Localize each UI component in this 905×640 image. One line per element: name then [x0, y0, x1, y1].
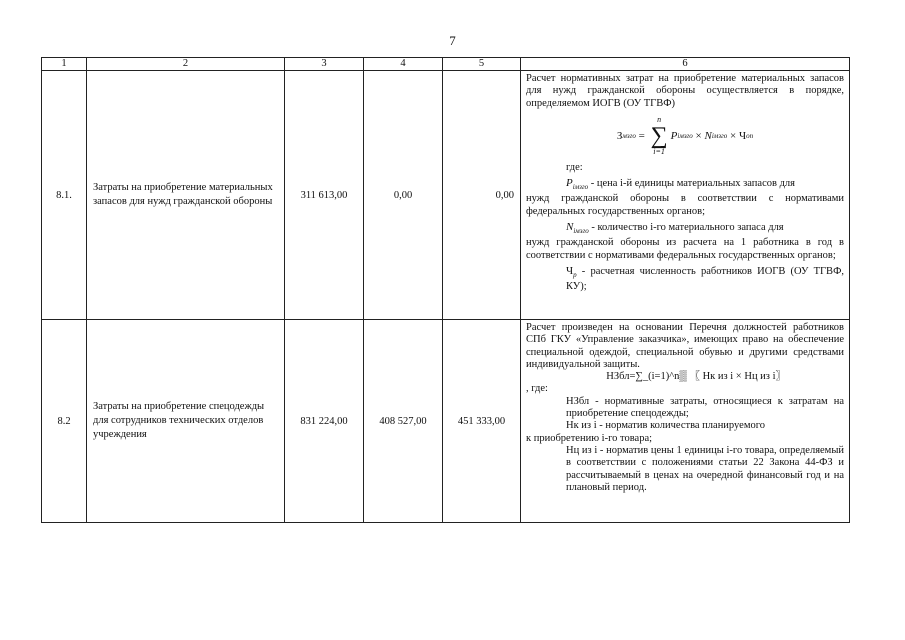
symbol-ch: Ч [566, 264, 574, 277]
row-col5-value: 451 333,00 [443, 320, 521, 523]
definition-p-text: - цена i-й единицы материальных запасов для [588, 178, 795, 190]
sum-symbol: ∑ [650, 122, 668, 149]
where-label: где: [566, 161, 583, 173]
table-header-row [42, 58, 850, 71]
formula-p-sub: iмзго [677, 131, 693, 140]
definition-p-cont: нужд гражданской обороны в соответствии с нормативами федеральных государственных органов; [526, 193, 844, 217]
formula-ch: Ч [738, 129, 747, 142]
description-intro: Расчет произведен на основании Перечня должностей работников СПб ГКУ «Управление заказчика», имеющих право на обеспечение специальной одеждой, специальной обувью и другими средствами индивидуальной защиты. [526, 322, 844, 370]
row-description [521, 320, 850, 523]
definition-n-cont: нужд гражданской обороны из расчета на 1 работника в год в соответствии с нормативами федеральных государственных органов; [526, 237, 844, 261]
definition-nc: Нц из i - норматив цены 1 единицы i-го товара, определяемый в соответствии с положениями статьи 22 Закона 44-ФЗ и рассчитываемый в ценах на очередной финансовый год и на плановый период. [566, 444, 844, 493]
definition-ch [526, 265, 844, 294]
table-row [42, 320, 850, 523]
sum-bottom: i=1 [653, 146, 665, 156]
row-col4-value: 408 527,00 [364, 320, 443, 523]
header-cell: 6 [521, 58, 850, 71]
sum-top: n [657, 114, 662, 124]
where-label: , где: [526, 383, 548, 395]
cost-table [41, 57, 850, 523]
formula-times: × [692, 129, 705, 142]
formula-ch-sub: оп [746, 131, 754, 140]
formula-n-sub: iмзго [711, 131, 728, 140]
definition-nk-cont: к приобретению i-го товара; [526, 432, 653, 444]
sum-sign [651, 115, 668, 157]
row-col5-value: 0,00 [443, 71, 521, 320]
definition-ch-text: - расчетная численность работников ИОГВ (ОУ ТГВФ, КУ); [566, 265, 844, 293]
page-number: 7 [449, 33, 456, 48]
symbol-n: N [566, 221, 574, 234]
formula-lhs-sub: мзго [622, 131, 636, 140]
definition-nzbl: НЗбл - нормативные затраты, относящиеся к затратам на приобретение спецодежды; [566, 395, 844, 420]
formula-eq: = [635, 129, 648, 142]
header-cell: 1 [42, 58, 87, 71]
symbol-p-sub: iмзго [572, 183, 589, 192]
formula-times: × [727, 129, 739, 142]
row-col4-value: 0,00 [364, 71, 443, 320]
row-number: 8.2 [42, 320, 87, 523]
symbol-p: P [566, 177, 573, 190]
formula-p: P [670, 129, 678, 142]
description-intro: Расчет нормативных затрат на приобретение материальных запасов для нужд гражданской обороны осуществляется в порядке, определяемом ИОГВ (ОУ ТГВФ) [526, 73, 844, 109]
definition-n-text: - количество i-го материального запаса для [588, 222, 784, 234]
definition-n [526, 221, 844, 237]
definition-p [526, 177, 844, 193]
formula-n: N [704, 129, 712, 142]
row-col3-value: 311 613,00 [285, 71, 364, 320]
formula-lhs: З [616, 129, 623, 142]
formula [526, 116, 844, 156]
header-cell: 2 [87, 58, 285, 71]
row-name: Затраты на приобретение материальных запасов для нужд гражданской обороны [87, 71, 285, 320]
row-name: Затраты на приобретение спецодежды для сотрудников технических отделов учреждения [87, 320, 285, 523]
table-row [42, 71, 850, 320]
header-cell: 4 [364, 58, 443, 71]
row-col3-value: 831 224,00 [285, 320, 364, 523]
header-cell: 5 [443, 58, 521, 71]
symbol-ch-sub: р [573, 270, 577, 279]
row-description [521, 71, 850, 320]
definition-nk: Нк из i - норматив количества планируемого [566, 420, 766, 432]
formula: НЗбл=∑_(i=1)^n▒ 〖 Нк из i × Нц из i〗 [606, 371, 786, 383]
header-cell: 3 [285, 58, 364, 71]
row-number: 8.1. [42, 71, 87, 320]
symbol-n-sub: iмзго [573, 227, 589, 236]
